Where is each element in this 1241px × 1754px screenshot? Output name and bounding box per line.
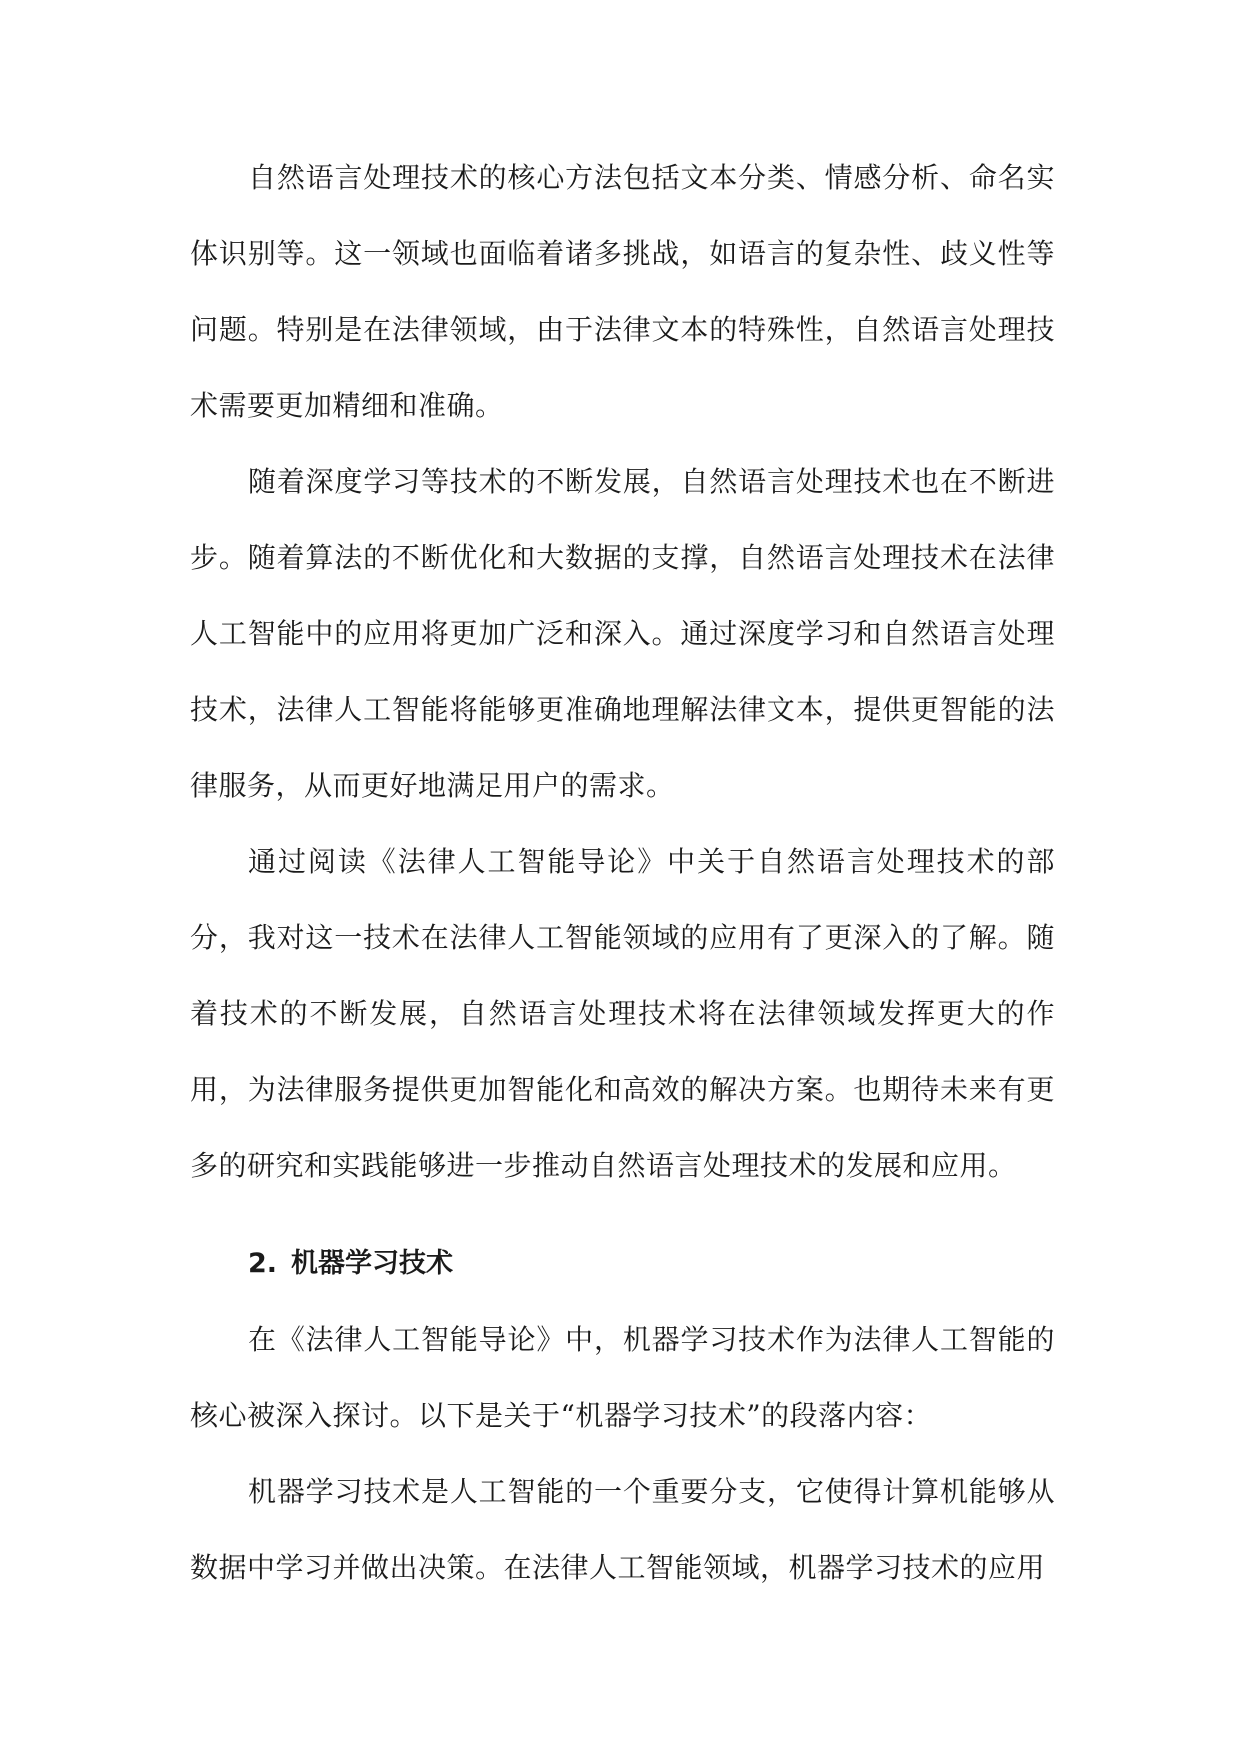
section-title: 机器学习技术: [291, 1248, 454, 1279]
paragraph-ml-definition: 机器学习技术是人工智能的一个重要分支，它使得计算机能够从数据中学习并做出决策。在法律人工智能领域，机器学习技术的应用: [190, 1475, 1055, 1584]
section-heading: [190, 1226, 1055, 1302]
document-page: [190, 140, 1055, 1606]
paragraph-ml-intro: 在《法律人工智能导论》中，机器学习技术作为法律人工智能的核心被深入探讨。以下是关于“机器学习技术”的段落内容：: [190, 1323, 1055, 1432]
section-number: 2.: [248, 1248, 278, 1279]
paragraph-nlp-methods: 自然语言处理技术的核心方法包括文本分类、情感分析、命名实体识别等。这一领域也面临着诸多挑战，如语言的复杂性、歧义性等问题。特别是在法律领域，由于法律文本的特殊性，自然语言处理技术需要更加精细和准确。: [190, 161, 1055, 422]
paragraph-deep-learning: 随着深度学习等技术的不断发展，自然语言处理技术也在不断进步。随着算法的不断优化和大数据的支撑，自然语言处理技术在法律人工智能中的应用将更加广泛和深入。通过深度学习和自然语言处理技术，法律人工智能将能够更准确地理解法律文本，提供更智能的法律服务，从而更好地满足用户的需求。: [190, 465, 1055, 802]
paragraph-reading-reflection: 通过阅读《法律人工智能导论》中关于自然语言处理技术的部分，我对这一技术在法律人工智能领域的应用有了更深入的了解。随着技术的不断发展，自然语言处理技术将在法律领域发挥更大的作用，为法律服务提供更加智能化和高效的解决方案。也期待未来有更多的研究和实践能够进一步推动自然语言处理技术的发展和应用。: [190, 845, 1055, 1182]
